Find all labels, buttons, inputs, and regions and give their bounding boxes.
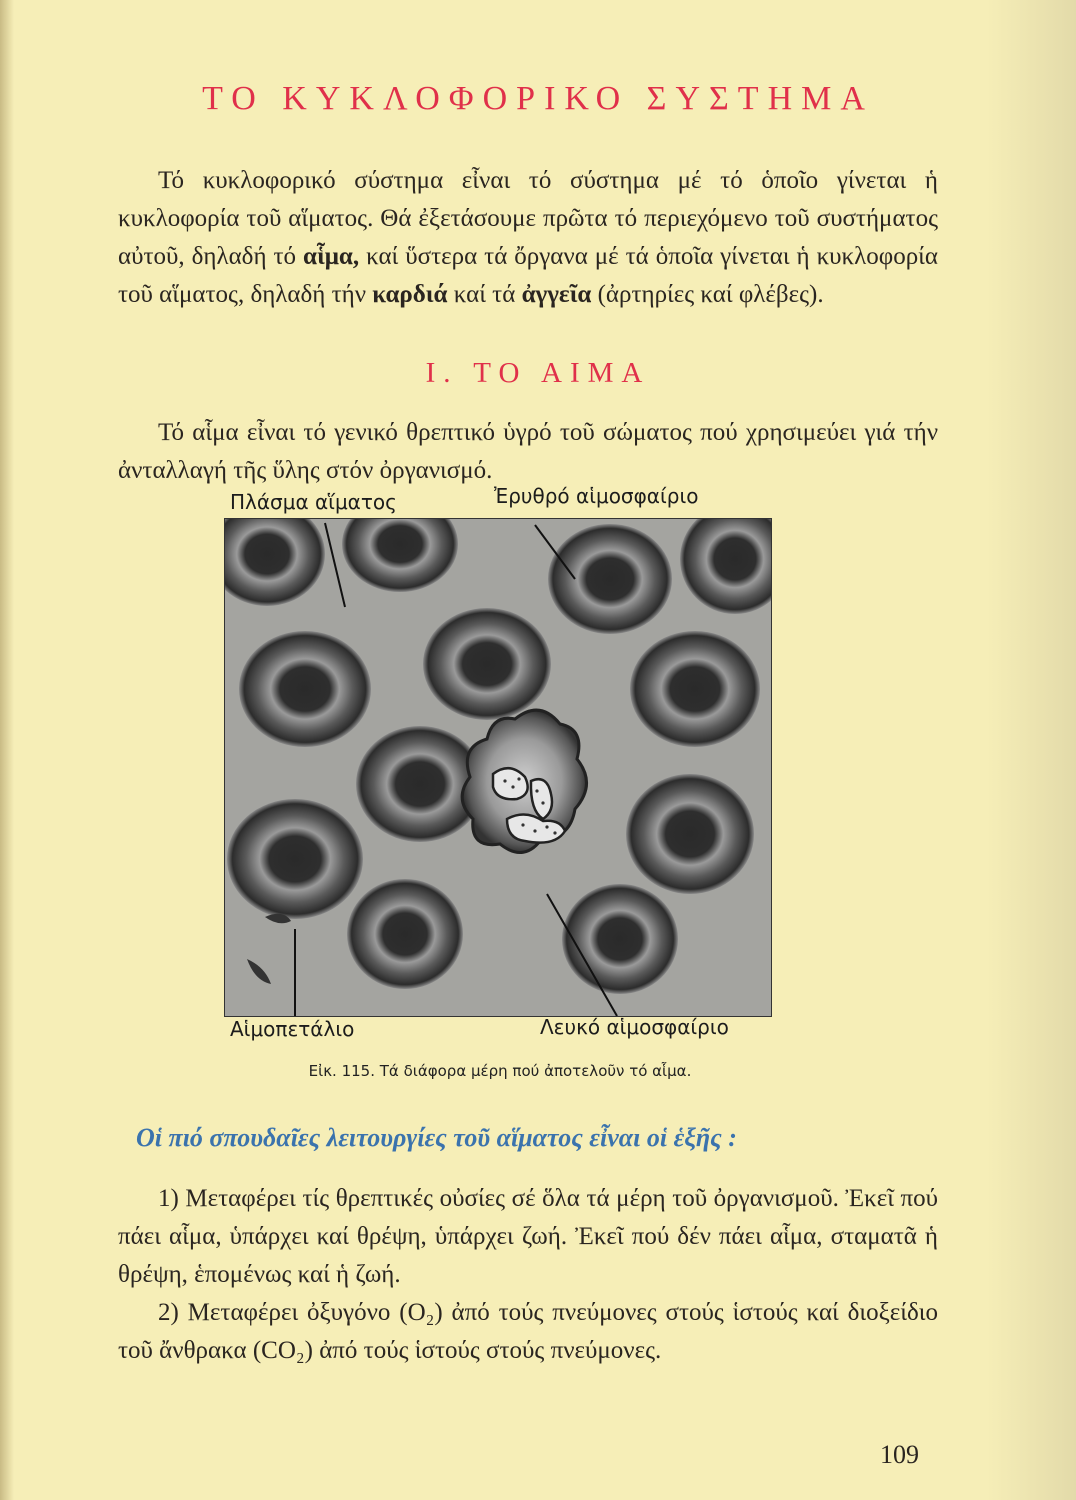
label-white-cell: Λευκό αἱμοσφαίριο xyxy=(540,1015,729,1039)
red-cell xyxy=(548,524,672,634)
label-plasma: Πλάσμα αἵματος xyxy=(230,490,397,514)
section-title: Ι. ΤΟ ΑΙΜΑ xyxy=(425,357,651,389)
red-cell xyxy=(626,774,754,894)
intro-text-2: καί ὕστερα τά ὄργανα μέ τά ὁποῖα γίνεται ἡ κυκλοφορία τοῦ αἵματος, δηλαδή τήν xyxy=(118,243,939,308)
intro-bold-blood: αἷμα, xyxy=(303,243,360,270)
intro-text-1: Τό κυκλοφορικό σύστημα εἶναι τό σύστημα μέ τό ὁποῖο γίνεται ἡ κυκλοφορία τοῦ αἵματος. Θά ἐξετάσουμε πρῶτα τό περιεχόμενο τοῦ συστήματος αὐτοῦ, δηλαδή τό xyxy=(118,167,938,270)
figure-caption-number: Εἰκ. 115. xyxy=(308,1062,375,1080)
intro-bold-heart: καρδιά xyxy=(372,281,448,308)
intro-bold-vessels: ἀγγεῖα xyxy=(521,281,592,308)
red-cell xyxy=(239,631,371,747)
figure-caption xyxy=(0,1062,1000,1080)
red-cell xyxy=(630,631,760,747)
figure-caption-text: Τά διάφορα μέρη πού ἀποτελοῦν τό αἷμα. xyxy=(379,1062,692,1080)
page-edge-shadow xyxy=(0,0,14,1500)
label-platelet: Αἱμοπετάλιο xyxy=(230,1017,355,1041)
red-cell xyxy=(227,799,363,919)
blood-micrograph xyxy=(224,518,772,1017)
label-red-cell: Ἐρυθρό αἱμοσφαίριο xyxy=(494,484,699,508)
chapter-title: ΤΟ ΚΥΚΛΟΦΟΡΙΚΟ ΣΥΣΤΗΜΑ xyxy=(202,80,874,117)
functions-heading: Οἱ πιό σπουδαῖες λειτουργίες τοῦ αἵματος εἶναι οἱ ἑξῆς : xyxy=(136,1123,737,1152)
red-cell xyxy=(562,884,678,994)
intro-text-3: καί τά xyxy=(447,281,522,308)
intro-paragraph xyxy=(118,162,938,314)
page-edge-bleed xyxy=(986,0,1076,1500)
page-number: 109 xyxy=(880,1440,919,1469)
red-cell xyxy=(347,879,463,989)
function-item-1: 1) Μεταφέρει τίς θρεπτικές οὐσίες σέ ὅλα τά μέρη τοῦ ὀργανισμοῦ. Ἐκεῖ πού πάει αἷμα, ὑπάρχει καί θρέψη, ὑπάρχει ζωή. Ἐκεῖ πού δέν πάει αἷμα, σταματᾶ ἡ θρέψη, ἑπομένως καί ἡ ζωή. xyxy=(118,1185,938,1288)
blood-definition: Τό αἷμα εἶναι τό γενικό θρεπτικό ὑγρό τοῦ σώματος πού χρησιμεύει γιά τήν ἀνταλλαγή τῆς ὕλης στόν ὀργανισμό. xyxy=(118,419,938,484)
intro-text-4: (ἀρτηρίες καί φλέβες). xyxy=(591,281,824,308)
function-item-2: 2) Μεταφέρει ὀξυγόνο (O₂) ἀπό τούς πνεύμονες στούς ἱστούς καί διοξείδιο τοῦ ἄνθρακα (CO₂) ἀπό τούς ἱστούς στούς πνεύμονες. xyxy=(118,1299,938,1364)
red-cell xyxy=(423,608,551,720)
